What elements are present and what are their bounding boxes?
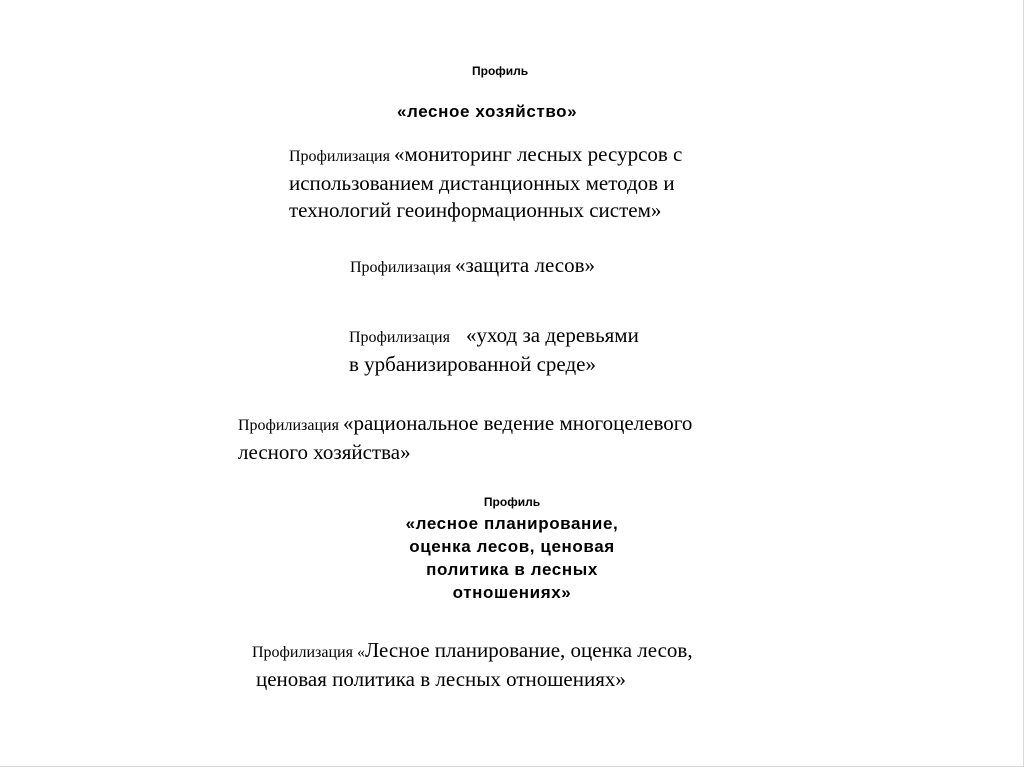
profilization-1 (289, 141, 682, 224)
profile-2-title-line-3: политика в лесных (426, 560, 598, 579)
profile-2-title-line-1: «лесное планирование, (405, 514, 619, 533)
profilization-2 (350, 252, 595, 281)
profilization-prefix: Профилизация (350, 259, 455, 276)
profilization-prefix: Профилизация (349, 329, 466, 346)
profile-2-title-line-2: оценка лесов, ценовая (409, 537, 615, 556)
profilization-1-line-2: использованием дистанционных методов и (289, 171, 675, 195)
profilization-4 (238, 410, 692, 466)
profilization-1-line-3: технологий геоинформационных систем» (289, 198, 662, 222)
profilization-4-line-1: Профилизация «рациональное ведение многоцелевого (238, 411, 693, 435)
profilization-prefix: Профилизация « (252, 644, 365, 661)
profile-2-label: Профиль (483, 495, 541, 509)
profile-1-title: «лесное хозяйство» (397, 102, 578, 121)
profilization-prefix: Профилизация (289, 148, 394, 165)
profilization-5 (252, 637, 693, 693)
profile-1-label: Профиль (472, 64, 529, 78)
profilization-5-line-2: ценовая политика в лесных отношениях» (256, 667, 626, 691)
profilization-2-line-1: Профилизация «защита лесов» (350, 253, 596, 277)
profile-2-title-line-4: отношениях» (452, 583, 572, 602)
profilization-3-line-2: в урбанизированной среде» (349, 352, 596, 376)
profilization-3 (349, 322, 639, 378)
profilization-prefix: Профилизация (238, 417, 343, 434)
profilization-1-line-1: Профилизация «мониторинг лесных ресурсов с (289, 142, 683, 166)
profile-2-title (0, 512, 1024, 604)
profilization-5-line-1: Профилизация «Лесное планирование, оценка лесов, (252, 638, 693, 662)
profilization-4-line-2: лесного хозяйства» (238, 440, 411, 464)
profilization-3-line-1: Профилизация «уход за деревьями (349, 323, 639, 347)
